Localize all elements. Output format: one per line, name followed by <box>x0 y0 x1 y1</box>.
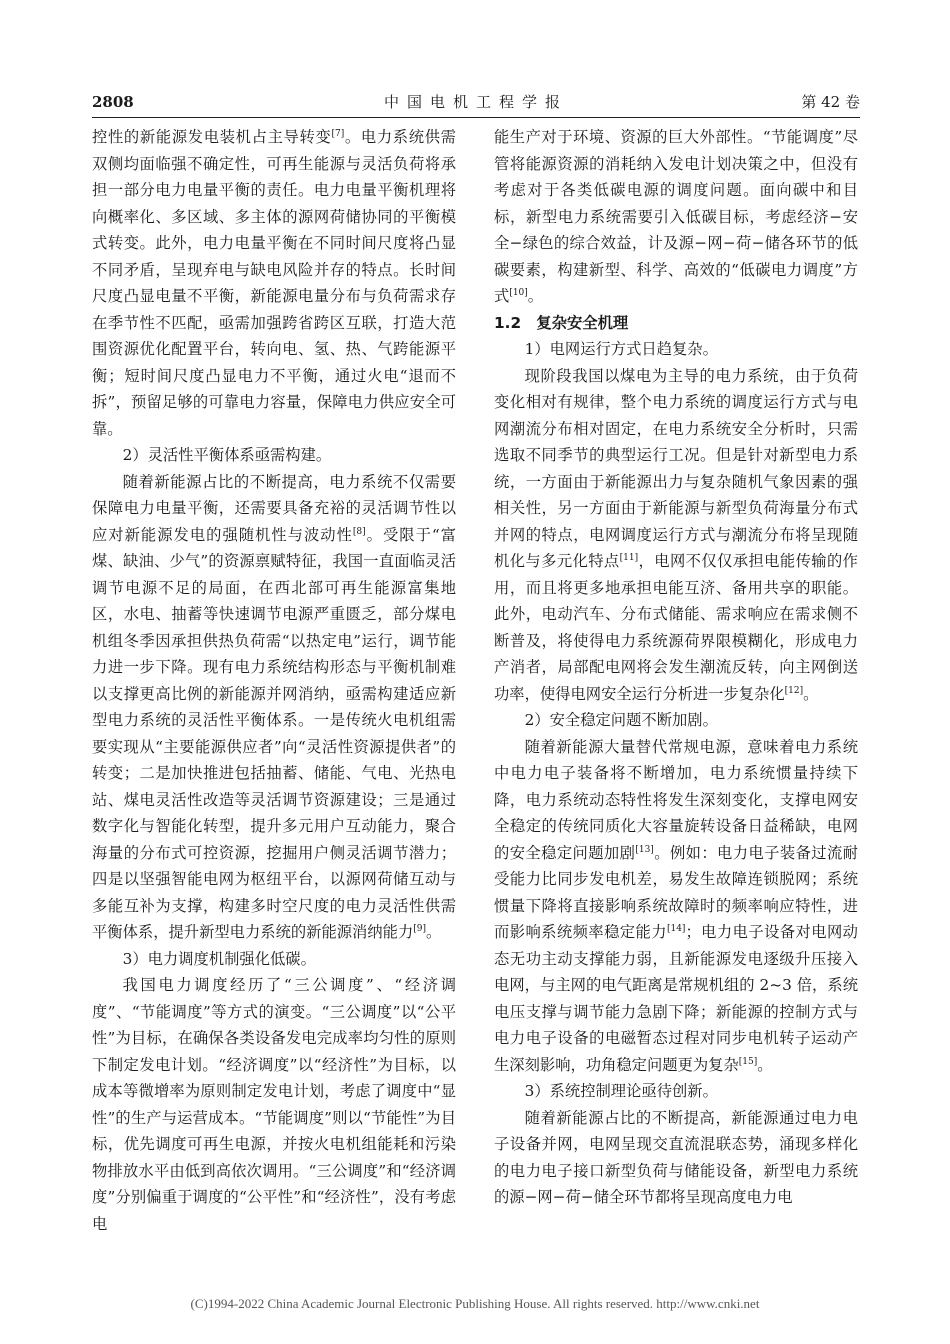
citation[interactable]: [15] <box>738 1056 758 1067</box>
paragraph-continued: 控性的新能源发电装机占主导转变[7]。电力系统供需双侧均面临强不确定性，可再生能源与灵活负荷将承担一部分电力电量平衡的责任。电力电量平衡机理将向概率化、多区域、多主体的源网荷储协同的平衡模式转变。此外，电力电量平衡在不同时间尺度将凸显不同矛盾，呈现弃电与缺电风险并存的特点。长时间尺度凸显电量不平衡，新能源电量分布与负荷需求存在季节性不匹配，亟需加强跨省跨区互联，打造大范围资源优化配置平台，转向电、氢、热、气跨能源平衡；短时间尺度凸显电力不平衡，通过火电“退而不拆”，预留足够的可靠电力容量，保障电力供应安全可靠。 <box>92 128 456 438</box>
citation[interactable]: [13] <box>635 844 654 855</box>
citation[interactable]: [8] <box>352 526 366 537</box>
left-column <box>92 124 456 1237</box>
paragraph: 随着新能源占比的不断提高，新能源通过电力电子设备并网，电网呈现交直流混联态势，涌现多样化的电力电子接口新型负荷与储能设备，新型电力系统的源−网−荷−储全环节都将呈现高度电力电 <box>494 1108 858 1206</box>
citation[interactable]: [10] <box>509 287 528 298</box>
citation[interactable]: [9] <box>413 923 426 934</box>
citation[interactable]: [7] <box>331 128 345 139</box>
subsection-title: 1）电网运行方式日趋复杂。 <box>524 340 718 358</box>
journal-title: 中国电机工程学报 <box>383 93 568 111</box>
header-rule <box>92 117 860 118</box>
subsection-title: 3）系统控制理论亟待创新。 <box>524 1082 718 1100</box>
volume-label: 第 42 卷 <box>801 93 860 111</box>
citation[interactable]: [12] <box>784 685 804 696</box>
citation[interactable]: [11] <box>619 552 639 563</box>
section-heading: 1.2 复杂安全机理 <box>494 313 629 332</box>
paragraph: 现阶段我国以煤电为主导的电力系统，由于负荷变化相对有规律，整个电力系统的调度运行方式与电网潮流分布相对固定，在电力系统安全分析时，只需选取不同季节的典型运行工况。但是针对新型电力系统，一方面由于新能源出力与复杂随机气象因素的强相关性，另一方面由于新能源与新型负荷海量分布式并网的特点，电网调度运行方式与潮流分布将呈现随机化与多元化特点[11]，电网不仅仅承担电能传输的作用，而且将更多地承担电能互济、备用共享的职能。此外，电动汽车、分布式储能、需求响应在需求侧不断普及，将使得电力系统源荷界限模糊化，形成电力产消者，局部配电网将会发生潮流反转，向主网倒送功率，使得电网安全运行分析进一步复杂化[12]。 <box>494 366 858 703</box>
paragraph-continued: 能生产对于环境、资源的巨大外部性。“节能调度”尽管将能源资源的消耗纳入发电计划决策之中，但没有考虑对于各类低碳电源的调度问题。面向碳中和目标，新型电力系统需要引入低碳目标，考虑经济−安全−绿色的综合效益，计及源−网−荷−储各环节的低碳要素，构建新型、科学、高效的“低碳电力调度”方式[10]。 <box>494 128 858 305</box>
citation[interactable]: [14] <box>666 923 686 934</box>
running-header <box>92 92 860 116</box>
right-column <box>494 124 858 1211</box>
paragraph: 随着新能源占比的不断提高，电力系统不仅需要保障电力电量平衡，还需要具备充裕的灵活调节性以应对新能源发电的强随机性与波动性[8]。受限于“富煤、缺油、少气”的资源禀赋特征，我国一直面临灵活调节电源不足的局面，在西北部可再生能源富集地区，水电、抽蓄等快速调节电源严重匮乏，部分煤电机组冬季因承担供热负荷需“以热定电”运行，调节能力进一步下降。现有电力系统结构形态与平衡机制难以支撑更高比例的新能源并网消纳，亟需构建适应新型电力系统的灵活性平衡体系。一是传统火电机组需要实现从“主要能源供应者”向“灵活性资源提供者”的转变；二是加快推进包括抽蓄、储能、气电、光热电站、煤电灵活性改造等灵活调节资源建设；三是通过数字化与智能化转型，提升多元用户互动能力，聚合海量的分布式可控资源，挖掘用户侧灵活调节潜力；四是以坚强智能电网为枢纽平台，以源网荷储互动与多能互补为支撑，构建多时空尺度的电力灵活性供需平衡体系，提升新型电力系统的新能源消纳能力[9]。 <box>92 472 456 941</box>
subsection-title: 2）安全稳定问题不断加剧。 <box>524 711 718 729</box>
paragraph: 我国电力调度经历了“三公调度”、“经济调度”、“节能调度”等方式的演变。“三公调度”以“公平性”为目标，在确保各类设备发电完成率均匀性的原则下制定发电计划。“经济调度”以“经济性”为目标，以成本等微增率为原则制定发电计划，考虑了调度中“显性”的生产与运营成本。“节能调度”则以“节能性”为目标，优先调度可再生电源，并按火电机组能耗和污染物排放水平由低到高依次调用。“三公调度”和“经济调度”分别偏重于调度的“公平性”和“经济性”，没有考虑电 <box>92 976 456 1233</box>
subsection-title: 2）灵活性平衡体系亟需构建。 <box>122 446 332 464</box>
subsection-title: 3）电力调度机制强化低碳。 <box>122 949 316 968</box>
paragraph: 随着新能源大量替代常规电源，意味着电力系统中电力电子装备将不断增加，电力系统惯量持续下降，电力系统动态特性将发生深刻变化，支撑电网安全稳定的传统同质化大容量旋转设备日益稀缺，电网的安全稳定问题加剧[13]。例如：电力电子装备过流耐受能力比同步发电机差，易发生故障连锁脱网；系统惯量下降将直接影响系统故障时的频率响应特性，进而影响系统频率稳定能力[14]；电力电子设备对电网动态无功主动支撑能力弱，且新能源发电逐级升压接入电网，与主网的电气距离是常规机组的 2~3 倍，系统电压支撑与调节能力急剧下降；新能源的控制方式与电力电子设备的电磁暂态过程对同步电机转子运动产生深刻影响，功角稳定问题更为复杂[15]。 <box>494 737 858 1074</box>
page-number: 2808 <box>92 93 134 111</box>
copyright-footer: (C)1994-2022 China Academic Journal Electronic Publishing House. All rights reserved. http://www.cnki.net <box>190 1296 760 1311</box>
